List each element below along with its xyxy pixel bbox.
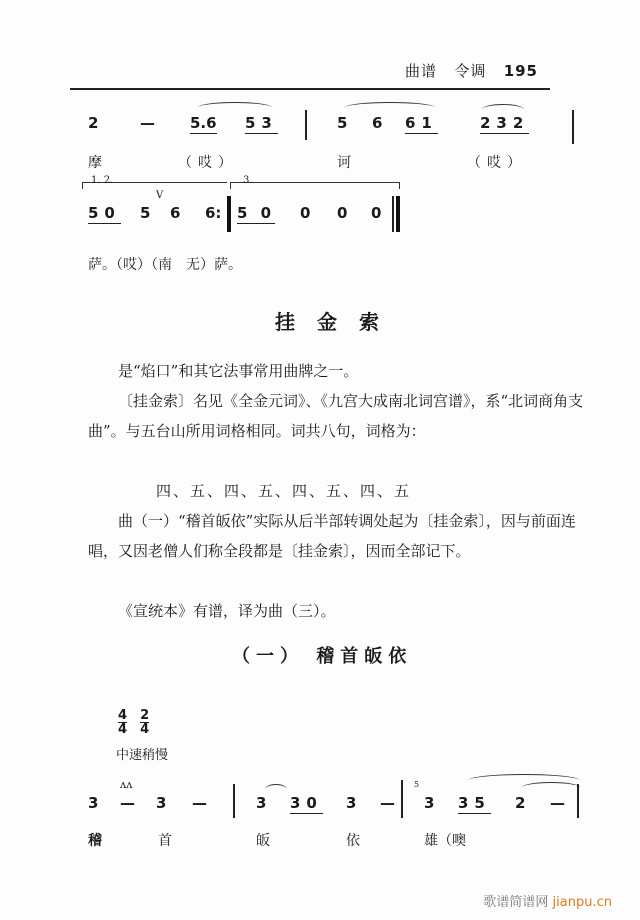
barline [572, 110, 574, 144]
note: 2 [88, 114, 99, 132]
note-group: 5 0 [237, 204, 276, 222]
barline [233, 784, 235, 818]
breath-mark: V [156, 190, 164, 201]
note: 2 [515, 794, 526, 812]
tie [265, 784, 287, 795]
note: 6 [372, 114, 383, 132]
dash: — [550, 794, 565, 812]
lyric: 诃 [337, 155, 351, 171]
rest: 0 [371, 204, 382, 222]
time-signature: $\frac{4}{4}$ [118, 708, 128, 737]
volta-2: 3. [230, 182, 400, 189]
barline [401, 780, 403, 818]
score-line-1 [0, 100, 640, 180]
page-number: 195 [503, 62, 538, 80]
volta-1: 1. 2. [82, 182, 227, 189]
tempo-marking: 中速稍慢 [116, 748, 169, 763]
header-rule [70, 88, 550, 90]
lyric: 雄（噢 [424, 833, 466, 849]
barline [392, 196, 394, 232]
rest: 0 [300, 204, 311, 222]
lyric: 首 [158, 833, 172, 849]
note-group: 53 [245, 114, 278, 132]
note-group: 30 [290, 794, 323, 812]
header-section: 令调 [454, 62, 487, 80]
dash: — [140, 114, 155, 132]
header-book: 曲谱 [405, 62, 438, 80]
repeat-barline [227, 196, 231, 232]
time-signatures [118, 704, 157, 736]
note: 6 [170, 204, 181, 222]
rest: 0 [337, 204, 348, 222]
paragraph-form: 四、五、四、五、四、五、四、五 [156, 482, 412, 500]
note: 3 [424, 794, 435, 812]
note: 3 [156, 794, 167, 812]
note-group: 5.6 [190, 114, 217, 132]
slur [198, 102, 272, 113]
lyric: 皈 [256, 833, 270, 849]
score-line-3 [0, 780, 640, 860]
lyrics-line: 萨。（哎）（南 无）萨。 [88, 257, 242, 273]
note-repeat: 6: [205, 204, 222, 222]
slur [345, 102, 435, 113]
dash: — [120, 794, 135, 812]
lyric: （哎） [467, 155, 527, 171]
note: 5 [337, 114, 348, 132]
note: 5 [140, 204, 151, 222]
piece-title: （一） 稽首皈依 [232, 646, 413, 667]
running-header [405, 60, 538, 81]
paragraph: 是“焰口”和其它法事常用曲牌之一。 [118, 362, 359, 380]
paragraph: 《宣统本》有谱，译为曲（三）。 [118, 602, 336, 620]
lyric: 摩 [88, 155, 102, 171]
note: 3 [346, 794, 357, 812]
paragraph: 曲（一）“稽首皈依”实际从后半部转调处起为〔挂金索〕，因与前面连唱，又因老僧人们称全段都是〔挂金索〕，因而全部记下。 [88, 512, 576, 560]
note-group: 35 [458, 794, 491, 812]
barline [577, 784, 579, 818]
dash: — [380, 794, 395, 812]
section-title: 挂金索 [275, 310, 401, 334]
lyric: （哎） [178, 155, 238, 171]
lyric: 稽 [88, 833, 102, 849]
time-signature: $\frac{2}{4}$ [140, 708, 150, 737]
grace-note: 5 [414, 780, 420, 789]
lyric: 依 [346, 833, 360, 849]
final-barline [396, 196, 400, 232]
trill-icon: ʌʌ [120, 778, 133, 791]
paragraph: 〔挂金索〕名见《全金元词》、《九宫大成南北词宫谱》，系“北词商角支曲”。与五台山所用词格相同。词共八句，词格为： [88, 392, 584, 440]
watermark: 歌谱简谱网 jianpu.cn [483, 895, 612, 910]
note: 3 [256, 794, 267, 812]
tie [522, 782, 580, 793]
note-group-high: 232 [480, 114, 530, 132]
barline [305, 110, 307, 140]
score-line-2 [0, 176, 640, 276]
note-group: 61 [405, 114, 438, 132]
note-group: 50 [88, 204, 121, 222]
dash: — [192, 794, 207, 812]
note: 3 [88, 794, 99, 812]
